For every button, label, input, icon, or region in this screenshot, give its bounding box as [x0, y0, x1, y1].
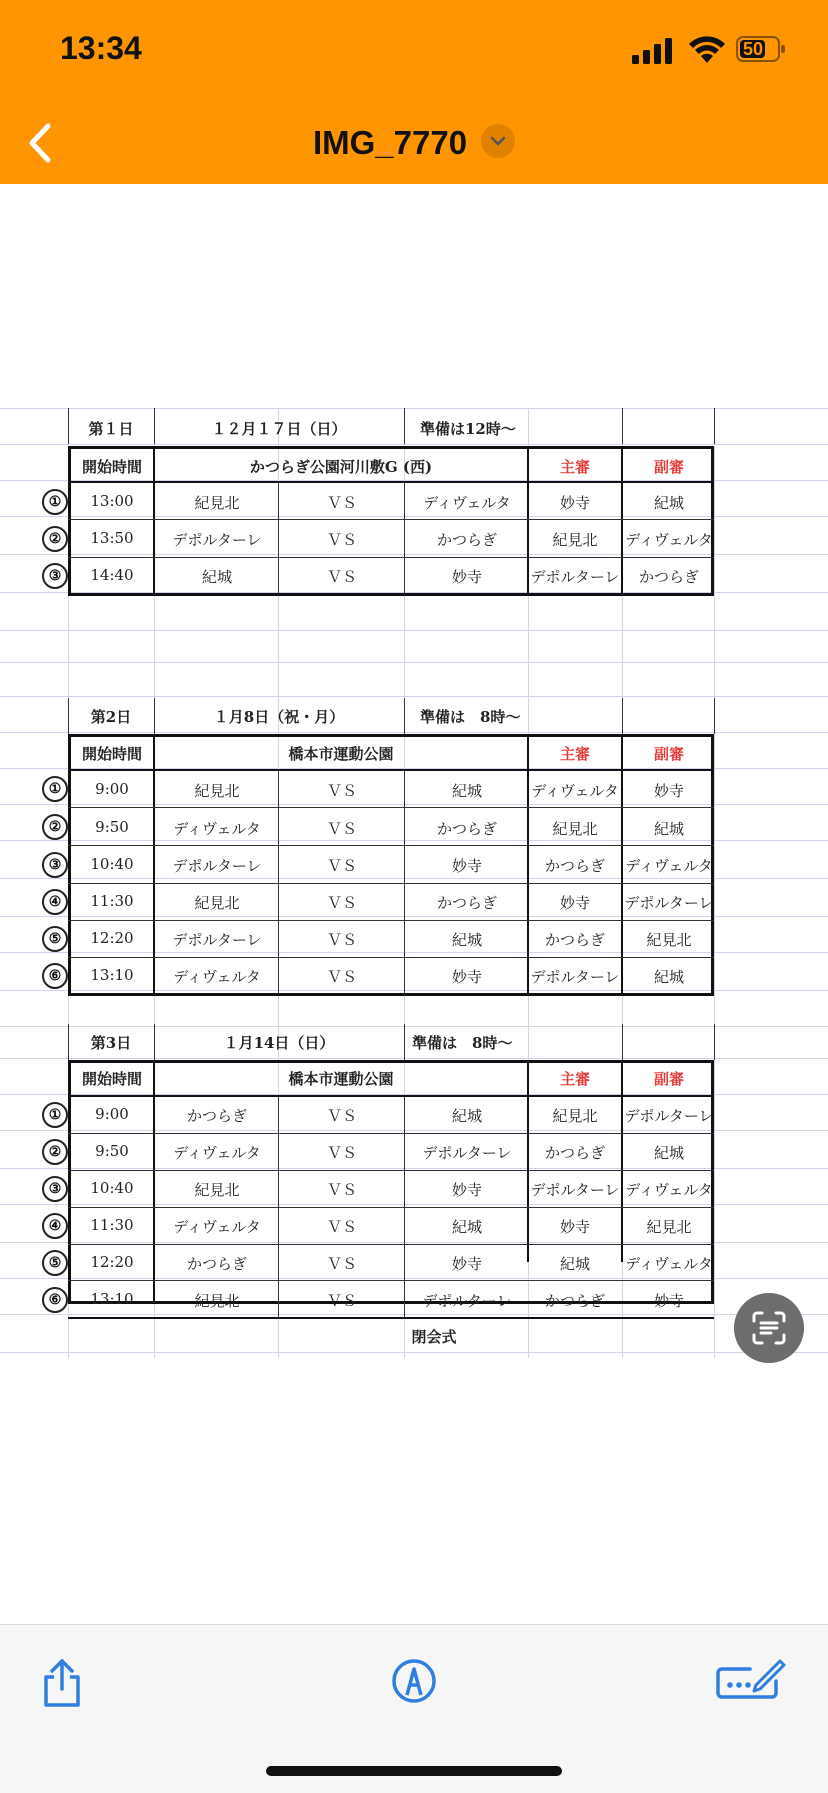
row-number: ② [42, 1139, 68, 1165]
assistant-referee: 紀城 [653, 1144, 684, 1162]
main-referee: 紀城 [559, 1255, 590, 1273]
away-team: デポルターレ [422, 1292, 512, 1310]
live-text-button[interactable] [734, 1293, 804, 1363]
row-number: ⑥ [42, 1287, 68, 1313]
wifi-icon [688, 34, 726, 64]
main-referee: 妙寺 [559, 894, 590, 912]
vs-label: ＶＳ [326, 1181, 357, 1199]
away-team: 妙寺 [451, 968, 482, 986]
match-time: 13:00 [90, 492, 134, 510]
day3-header-sub: 副審 [653, 1070, 684, 1088]
assistant-referee: 紀城 [653, 494, 684, 512]
home-team: デポルターレ [172, 531, 262, 549]
vs-label: ＶＳ [326, 782, 357, 800]
row-number: ② [42, 526, 68, 552]
row-number: ⑥ [42, 963, 68, 989]
markup-icon[interactable] [390, 1657, 438, 1705]
assistant-referee: ディヴェルタ [625, 1255, 713, 1273]
top-bar [0, 0, 828, 184]
vs-label: ＶＳ [326, 568, 357, 586]
match-time: 14:40 [90, 566, 134, 584]
day3-label: 第3日 [90, 1034, 132, 1052]
main-referee: デポルターレ [530, 968, 620, 986]
assistant-referee: デポルターレ [624, 894, 714, 912]
day3-header-start: 開始時間 [81, 1070, 142, 1088]
day2-prep: 準備は 8時～ [420, 708, 521, 726]
day3-prep: 準備は 8時～ [412, 1034, 513, 1052]
signature-icon[interactable] [716, 1657, 786, 1705]
row-number: ⑤ [42, 926, 68, 952]
home-team: かつらぎ [186, 1107, 247, 1125]
row-number: ⑤ [42, 1250, 68, 1276]
main-referee: 紀見北 [552, 820, 598, 838]
vs-label: ＶＳ [326, 1218, 357, 1236]
home-team: ディヴェルタ [173, 820, 261, 838]
battery-level: 50 [740, 40, 765, 58]
home-team: 紀見北 [194, 494, 240, 512]
share-icon[interactable] [40, 1657, 84, 1709]
row-number: ③ [42, 563, 68, 589]
match-time: 9:00 [95, 780, 129, 798]
assistant-referee: ディヴェルタ [625, 1181, 713, 1199]
match-time: 9:50 [95, 818, 129, 836]
match-time: 12:20 [90, 1253, 134, 1271]
away-team: 紀城 [451, 1107, 482, 1125]
row-number: ① [42, 1102, 68, 1128]
home-team: デポルターレ [172, 857, 262, 875]
main-referee: デポルターレ [530, 568, 620, 586]
main-referee: ディヴェルタ [531, 782, 619, 800]
home-team: 紀城 [201, 568, 232, 586]
vs-label: ＶＳ [326, 820, 357, 838]
away-team: ディヴェルタ [423, 494, 511, 512]
row-number: ① [42, 489, 68, 515]
match-time: 9:50 [95, 1142, 129, 1160]
day1-header-main: 主審 [559, 458, 590, 476]
row-number: ③ [42, 1176, 68, 1202]
row-number: ① [42, 776, 68, 802]
home-team: 紀見北 [194, 782, 240, 800]
cellular-signal-icon [632, 38, 676, 64]
day3-header-main: 主審 [559, 1070, 590, 1088]
day1-prep: 準備は12時～ [420, 420, 516, 438]
status-icons [608, 34, 788, 66]
assistant-referee: かつらぎ [638, 568, 699, 586]
away-team: かつらぎ [436, 820, 497, 838]
vs-label: ＶＳ [326, 531, 357, 549]
home-team: ディヴェルタ [173, 1218, 261, 1236]
match-time: 10:40 [90, 1179, 134, 1197]
match-time: 9:00 [95, 1105, 129, 1123]
title-menu-chevron-icon[interactable] [481, 124, 515, 158]
match-time: 13:10 [90, 966, 134, 984]
away-team: 妙寺 [451, 1255, 482, 1273]
day2-header-sub: 副審 [653, 745, 684, 763]
assistant-referee: 妙寺 [653, 782, 684, 800]
main-referee: かつらぎ [544, 1144, 605, 1162]
vs-label: ＶＳ [326, 1292, 357, 1310]
away-team: 妙寺 [451, 568, 482, 586]
main-referee: かつらぎ [544, 931, 605, 949]
day3-date: １月14日（日） [223, 1034, 335, 1052]
home-team: ディヴェルタ [173, 1144, 261, 1162]
vs-label: ＶＳ [326, 931, 357, 949]
day2-date: １月8日（祝・月） [213, 708, 345, 726]
vs-label: ＶＳ [326, 494, 357, 512]
away-team: 妙寺 [451, 1181, 482, 1199]
battery-icon [736, 36, 786, 62]
home-team: デポルターレ [172, 931, 262, 949]
home-team: 紀見北 [194, 1292, 240, 1310]
away-team: かつらぎ [436, 531, 497, 549]
home-team: 紀見北 [194, 1181, 240, 1199]
main-referee: デポルターレ [530, 1181, 620, 1199]
day2-header-venue: 橋本市運動公園 [288, 745, 394, 763]
assistant-referee: デポルターレ [624, 1107, 714, 1125]
vs-label: ＶＳ [326, 1255, 357, 1273]
status-time: 13:34 [60, 30, 142, 66]
main-referee: 妙寺 [559, 1218, 590, 1236]
away-team: デポルターレ [422, 1144, 512, 1162]
away-team: かつらぎ [436, 894, 497, 912]
assistant-referee: ディヴェルタ [625, 531, 713, 549]
main-referee: かつらぎ [544, 857, 605, 875]
document-title[interactable]: IMG_7770 [312, 124, 468, 161]
match-time: 10:40 [90, 855, 134, 873]
main-referee: 紀見北 [552, 531, 598, 549]
home-team: ディヴェルタ [173, 968, 261, 986]
assistant-referee: 紀見北 [646, 931, 692, 949]
live-text-icon [752, 1311, 786, 1345]
day3-header-venue: 橋本市運動公園 [288, 1070, 394, 1088]
away-team: 紀城 [451, 1218, 482, 1236]
day1-label: 第１日 [88, 420, 134, 438]
assistant-referee: 紀城 [653, 820, 684, 838]
home-team: かつらぎ [186, 1255, 247, 1273]
main-referee: かつらぎ [544, 1292, 605, 1310]
match-time: 13:10 [90, 1290, 134, 1308]
vs-label: ＶＳ [326, 894, 357, 912]
row-number: ④ [42, 889, 68, 915]
assistant-referee: 紀城 [653, 968, 684, 986]
main-referee: 妙寺 [559, 494, 590, 512]
home-indicator[interactable] [266, 1766, 562, 1776]
row-number: ④ [42, 1213, 68, 1239]
day2-label: 第2日 [90, 708, 132, 726]
closing-ceremony: 閉会式 [411, 1328, 457, 1346]
day1-header-venue: かつらぎ公園河川敷G (西) [249, 458, 433, 476]
assistant-referee: ディヴェルタ [625, 857, 713, 875]
day1-date: １２月１７日（日） [211, 420, 347, 438]
match-time: 11:30 [90, 892, 134, 910]
home-team: 紀見北 [194, 894, 240, 912]
day1-header-sub: 副審 [653, 458, 684, 476]
document-page [0, 408, 828, 1358]
away-team: 紀城 [451, 931, 482, 949]
main-referee: 紀見北 [552, 1107, 598, 1125]
day2-header-main: 主審 [559, 745, 590, 763]
vs-label: ＶＳ [326, 968, 357, 986]
day1-header-start: 開始時間 [81, 458, 142, 476]
day2-header-start: 開始時間 [81, 745, 142, 763]
match-time: 13:50 [90, 529, 134, 547]
row-number: ③ [42, 852, 68, 878]
vs-label: ＶＳ [326, 1144, 357, 1162]
vs-label: ＶＳ [326, 857, 357, 875]
nav-title-area[interactable] [0, 118, 828, 168]
assistant-referee: 妙寺 [653, 1292, 684, 1310]
away-team: 紀城 [451, 782, 482, 800]
match-time: 12:20 [90, 929, 134, 947]
assistant-referee: 紀見北 [646, 1218, 692, 1236]
row-number: ② [42, 814, 68, 840]
away-team: 妙寺 [451, 857, 482, 875]
vs-label: ＶＳ [326, 1107, 357, 1125]
match-time: 11:30 [90, 1216, 134, 1234]
